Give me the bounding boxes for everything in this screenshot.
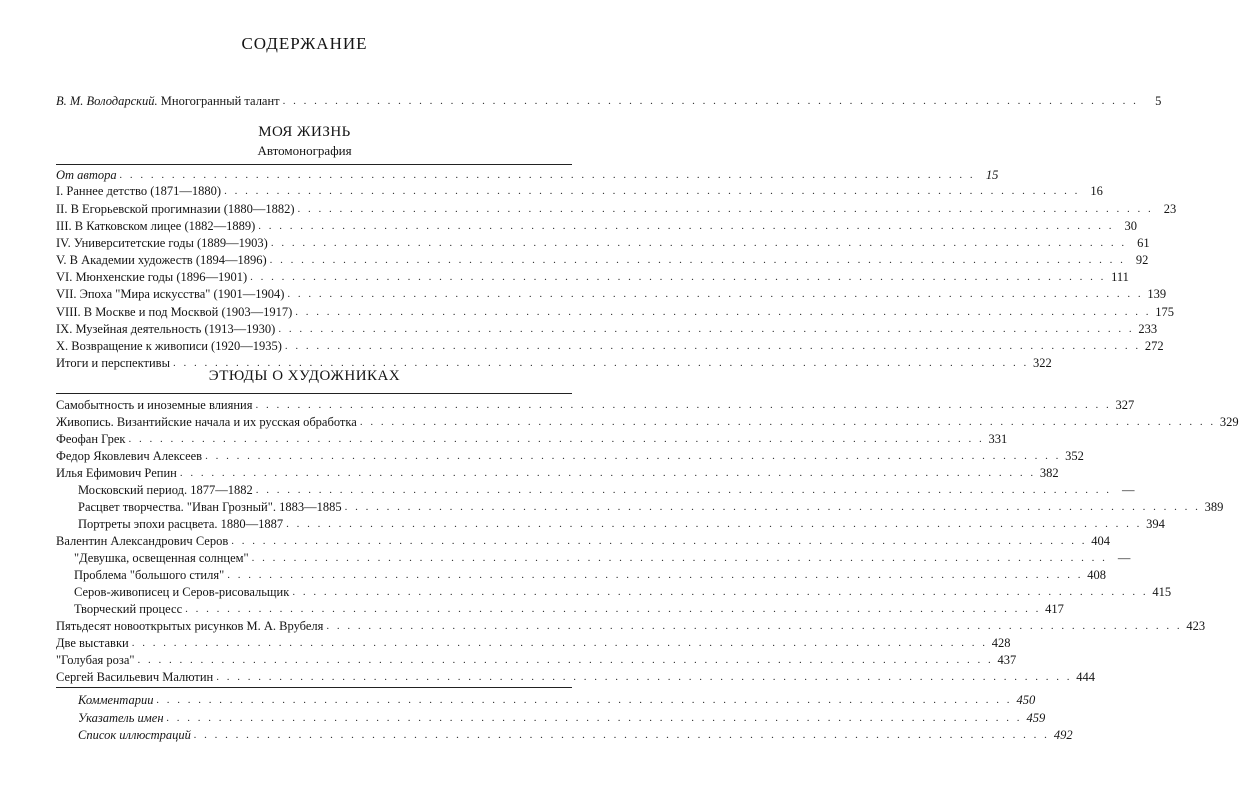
toc-entry[interactable] [56,669,1096,685]
toc-entry-label: I. Раннее детство (1871—1880) [56,184,222,198]
dot-leader: . . . . . . . . . . . . . . . . . . . . . . . . . . . . . . . . . . . . . . . . . . . . . . . . . . . . . . . . . . . . . . . . . . . . . . . . . . . . . . . . . . [119,169,976,181]
dot-leader: . . . . . . . . . . . . . . . . . . . . . . . . . . . . . . . . . . . . . . . . . . . . . . . . . . . . . . . . . . . . . . . . . . . . . . . . . . . . . . . . . . [156,694,1013,706]
page-number: — [1121,483,1135,497]
page-number: 15 [985,168,999,182]
toc-entry[interactable] [56,304,1175,320]
toc-entry[interactable] [56,218,1138,234]
toc-entry-label: VII. Эпоха "Мира искусства" (1901—1904) [56,287,285,301]
page-number: 111 [1111,270,1129,284]
page-number: 423 [1186,619,1206,633]
toc-entry[interactable] [56,635,1011,651]
dot-leader: . . . . . . . . . . . . . . . . . . . . . . . . . . . . . . . . . . . . . . . . . . . . . . . . . . . . . . . . . . . . . . . . . . . . . . . . . . . . . . . . . . [269,254,1126,266]
page-number: 139 [1147,287,1167,301]
toc-entry-label: Комментарии [78,693,154,707]
toc-entry-label: Серов-живописец и Серов-рисовальщик [74,585,290,599]
toc-entry-label: V. В Академии художеств (1894—1896) [56,253,267,267]
toc-appendix-entry[interactable] [56,727,1073,743]
page-number: 417 [1045,602,1064,616]
dot-leader: . . . . . . . . . . . . . . . . . . . . . . . . . . . . . . . . . . . . . . . . . . . . . . . . . . . . . . . . . . . . . . . . . . . . . . . . . . . . . . . . . . [193,729,1050,741]
toc-entry-label: Портреты эпохи расцвета. 1880—1887 [78,517,284,531]
toc-subentry[interactable] [56,499,1224,515]
dot-leader: . . . . . . . . . . . . . . . . . . . . . . . . . . . . . . . . . . . . . . . . . . . . . . . . . . . . . . . . . . . . . . . . . . . . . . . . . . . . . . . . . . [137,654,994,666]
dot-leader: . . . . . . . . . . . . . . . . . . . . . . . . . . . . . . . . . . . . . . . . . . . . . . . . . . . . . . . . . . . . . . . . . . . . . . . . . . . . . . . . . . [224,185,1080,197]
page-title: СОДЕРЖАНИЕ [241,34,368,53]
toc-entry-label: IV. Университетские годы (1889—1903) [56,236,268,250]
toc-entry-preface[interactable] [56,93,1162,109]
toc-entry[interactable] [56,201,1177,217]
page-number: 322 [1032,356,1052,370]
dot-leader: . . . . . . . . . . . . . . . . . . . . . . . . . . . . . . . . . . . . . . . . . . . . . . . . . . . . . . . . . . . . . . . . . . . . . . . . . . . . . . . . . . [255,484,1112,496]
page-number: 459 [1026,711,1046,725]
toc-entry-label: Итоги и перспективы [56,356,170,370]
dot-leader: . . . . . . . . . . . . . . . . . . . . . . . . . . . . . . . . . . . . . . . . . . . . . . . . . . . . . . . . . . . . . . . . . . . . . . . . . . . . . . . . . . [131,637,988,649]
toc-subentry[interactable] [56,601,1064,617]
dot-leader: . . . . . . . . . . . . . . . . . . . . . . . . . . . . . . . . . . . . . . . . . . . . . . . . . . . . . . . . . . . . . . . . . . . . . . . . . . . . . . . . . . [128,433,985,445]
page-number: 450 [1016,693,1036,707]
dot-leader: . . . . . . . . . . . . . . . . . . . . . . . . . . . . . . . . . . . . . . . . . . . . . . . . . . . . . . . . . . . . . . . . . . . . . . . . . . . . . . . . . . [216,671,1073,683]
dot-leader: . . . . . . . . . . . . . . . . . . . . . . . . . . . . . . . . . . . . . . . . . . . . . . . . . . . . . . . . . . . . . . . . . . . . . . . . . . . . . . . . . . [179,467,1036,479]
toc-entry[interactable] [56,397,1135,413]
dot-leader: . . . . . . . . . . . . . . . . . . . . . . . . . . . . . . . . . . . . . . . . . . . . . . . . . . . . . . . . . . . . . . . . . . . . . . . . . . . . . . . . . . [326,620,1183,632]
dot-leader: . . . . . . . . . . . . . . . . . . . . . . . . . . . . . . . . . . . . . . . . . . . . . . . . . . . . . . . . . . . . . . . . . . . . . . . . . . . . . . . . . . [278,323,1135,335]
preface-text: Многогранный талант [157,94,280,108]
dot-leader: . . . . . . . . . . . . . . . . . . . . . . . . . . . . . . . . . . . . . . . . . . . . . . . . . . . . . . . . . . . . . . . . . . . . . . . . . . . . . . . . . . [166,712,1023,724]
toc-entry-label: Проблема "большого стиля" [74,568,225,582]
divider [56,393,572,394]
dot-leader: . . . . . . . . . . . . . . . . . . . . . . . . . . . . . . . . . . . . . . . . . . . . . . . . . . . . . . . . . . . . . . . . . . . . . . . . . . . . . . . . . . [295,306,1152,318]
page-number: 233 [1138,322,1158,336]
page-number: 23 [1163,202,1177,216]
toc-entry-label: Сергей Васильевич Малютин [56,670,214,684]
page-number: 382 [1039,466,1059,480]
page-number: — [1117,551,1131,565]
page-number: 352 [1065,449,1084,463]
dot-leader: . . . . . . . . . . . . . . . . . . . . . . . . . . . . . . . . . . . . . . . . . . . . . . . . . . . . . . . . . . . . . . . . . . . . . . . . . . . . . . . . . . [250,271,1106,283]
dot-leader: . . . . . . . . . . . . . . . . . . . . . . . . . . . . . . . . . . . . . . . . . . . . . . . . . . . . . . . . . . . . . . . . . . . . . . . . . . . . . . . . . . [270,237,1127,249]
toc-appendix-entry[interactable] [56,710,1046,726]
dot-leader: . . . . . . . . . . . . . . . . . . . . . . . . . . . . . . . . . . . . . . . . . . . . . . . . . . . . . . . . . . . . . . . . . . . . . . . . . . . . . . . . . . [292,586,1149,598]
toc-entry[interactable] [56,533,1111,549]
toc-entry-label: X. Возвращение к живописи (1920—1935) [56,339,282,353]
toc-entry-label: Список иллюстраций [78,728,191,742]
page-number: 272 [1144,339,1164,353]
page-number: 428 [991,636,1011,650]
page-number: 437 [997,653,1017,667]
dot-leader: . . . . . . . . . . . . . . . . . . . . . . . . . . . . . . . . . . . . . . . . . . . . . . . . . . . . . . . . . . . . . . . . . . . . . . . . . . . . . . . . . . [251,552,1108,564]
toc-subentry[interactable] [56,584,1172,600]
page-number: 331 [988,432,1008,446]
toc-entry[interactable] [56,338,1164,354]
dot-leader: . . . . . . . . . . . . . . . . . . . . . . . . . . . . . . . . . . . . . . . . . . . . . . . . . . . . . . . . . . . . . . . . . . . . . . . . . . . . . . . . . . [359,416,1216,428]
toc-entry-label: Илья Ефимович Репин [56,466,177,480]
section-title: МОЯ ЖИЗНЬ [258,124,351,140]
toc-entry[interactable] [56,235,1150,251]
dot-leader: . . . . . . . . . . . . . . . . . . . . . . . . . . . . . . . . . . . . . . . . . . . . . . . . . . . . . . . . . . . . . . . . . . . . . . . . . . . . . . . . . . [286,518,1142,530]
toc-entry[interactable] [56,252,1149,268]
dot-leader: . . . . . . . . . . . . . . . . . . . . . . . . . . . . . . . . . . . . . . . . . . . . . . . . . . . . . . . . . . . . . . . . . . . . . . . . . . . . . . . . . . [297,203,1154,215]
dot-leader: . . . . . . . . . . . . . . . . . . . . . . . . . . . . . . . . . . . . . . . . . . . . . . . . . . . . . . . . . . . . . . . . . . . . . . . . . . . . . . . . . . [255,399,1112,411]
toc-entry-label: Феофан Грек [56,432,126,446]
page-number: 492 [1053,728,1073,742]
page-number: 61 [1137,236,1150,250]
toc-entry-label: IX. Музейная деятельность (1913—1930) [56,322,276,336]
toc-entry-label: Указатель имен [78,711,164,725]
toc-entry-label: III. В Катковском лицее (1882—1889) [56,219,256,233]
dot-leader: . . . . . . . . . . . . . . . . . . . . . . . . . . . . . . . . . . . . . . . . . . . . . . . . . . . . . . . . . . . . . . . . . . . . . . . . . . . . . . . . . . [282,95,1139,107]
toc-entry-label: "Голубая роза" [56,653,135,667]
toc-entry-label: Валентин Александрович Серов [56,534,229,548]
toc-entry[interactable] [56,618,1206,634]
toc-subentry[interactable] [56,482,1135,498]
toc-entry-label: II. В Егорьевской прогимназии (1880—1882) [56,202,295,216]
toc-entry-label: Федор Яковлевич Алексеев [56,449,203,463]
divider [56,164,572,165]
page-number: 30 [1124,219,1138,233]
toc-entry[interactable] [56,321,1158,337]
toc-entry-label: VIII. В Москве и под Москвой (1903—1917) [56,305,293,319]
preface-author: В. М. Володарский. [56,94,158,108]
toc-entry[interactable] [56,414,1239,430]
dot-leader: . . . . . . . . . . . . . . . . . . . . . . . . . . . . . . . . . . . . . . . . . . . . . . . . . . . . . . . . . . . . . . . . . . . . . . . . . . . . . . . . . . [284,340,1141,352]
page-number: 329 [1219,415,1239,429]
section-subtitle: Автомонография [257,143,352,158]
toc-subentry[interactable] [56,567,1106,583]
page-number: 415 [1152,585,1172,599]
dot-leader: . . . . . . . . . . . . . . . . . . . . . . . . . . . . . . . . . . . . . . . . . . . . . . . . . . . . . . . . . . . . . . . . . . . . . . . . . . . . . . . . . . [344,501,1201,513]
toc-entry[interactable] [56,269,1129,285]
dot-leader: . . . . . . . . . . . . . . . . . . . . . . . . . . . . . . . . . . . . . . . . . . . . . . . . . . . . . . . . . . . . . . . . . . . . . . . . . . . . . . . . . . [231,535,1088,547]
page-number: 394 [1146,517,1165,531]
page-number: 404 [1091,534,1111,548]
page-number: 16 [1090,184,1103,198]
toc-entry-label: Самобытность и иноземные влияния [56,398,253,412]
toc-entry-label: VI. Мюнхенские годы (1896—1901) [56,270,248,284]
dot-leader: . . . . . . . . . . . . . . . . . . . . . . . . . . . . . . . . . . . . . . . . . . . . . . . . . . . . . . . . . . . . . . . . . . . . . . . . . . . . . . . . . . [185,603,1041,615]
toc-entry[interactable] [56,448,1084,464]
toc-subentry[interactable] [56,516,1165,532]
dot-leader: . . . . . . . . . . . . . . . . . . . . . . . . . . . . . . . . . . . . . . . . . . . . . . . . . . . . . . . . . . . . . . . . . . . . . . . . . . . . . . . . . . [227,569,1083,581]
toc-entry-label: Расцвет творчества. "Иван Грозный". 1883—1885 [78,500,342,514]
toc-subentry[interactable] [56,550,1131,566]
page-number: 408 [1087,568,1106,582]
dot-leader: . . . . . . . . . . . . . . . . . . . . . . . . . . . . . . . . . . . . . . . . . . . . . . . . . . . . . . . . . . . . . . . . . . . . . . . . . . . . . . . . . . [287,288,1144,300]
divider [56,687,572,688]
page-number: 389 [1204,500,1224,514]
toc-entry-label [56,94,283,109]
toc-entry-label: От автора [56,168,117,182]
page-number: 327 [1115,398,1135,412]
toc-entry-label: Творческий процесс [74,602,183,616]
toc-entry[interactable] [56,431,1008,447]
toc-entry[interactable] [56,286,1167,302]
toc-entry-label: Живопись. Византийские начала и их русская обработка [56,415,357,429]
toc-appendix-entry[interactable] [56,692,1036,708]
section-title: ЭТЮДЫ О ХУДОЖНИКАХ [208,368,401,384]
dot-leader: . . . . . . . . . . . . . . . . . . . . . . . . . . . . . . . . . . . . . . . . . . . . . . . . . . . . . . . . . . . . . . . . . . . . . . . . . . . . . . . . . . [172,357,1029,369]
toc-entry[interactable] [56,652,1017,668]
page-number: 5 [1155,94,1162,108]
dot-leader: . . . . . . . . . . . . . . . . . . . . . . . . . . . . . . . . . . . . . . . . . . . . . . . . . . . . . . . . . . . . . . . . . . . . . . . . . . . . . . . . . . [205,450,1061,462]
toc-entry[interactable] [56,167,999,183]
toc-entry[interactable] [56,465,1059,481]
page-number: 444 [1076,670,1096,684]
toc-entry-label: "Девушка, освещенная солнцем" [74,551,249,565]
dot-leader: . . . . . . . . . . . . . . . . . . . . . . . . . . . . . . . . . . . . . . . . . . . . . . . . . . . . . . . . . . . . . . . . . . . . . . . . . . . . . . . . . . [258,220,1115,232]
toc-entry-label: Московский период. 1877—1882 [78,483,253,497]
page-number: 92 [1135,253,1149,267]
page-number: 175 [1155,305,1175,319]
toc-entry-label: Две выставки [56,636,129,650]
toc-entry[interactable] [56,183,1103,199]
toc-entry-label: Пятьдесят новооткрытых рисунков М. А. Врубеля [56,619,324,633]
